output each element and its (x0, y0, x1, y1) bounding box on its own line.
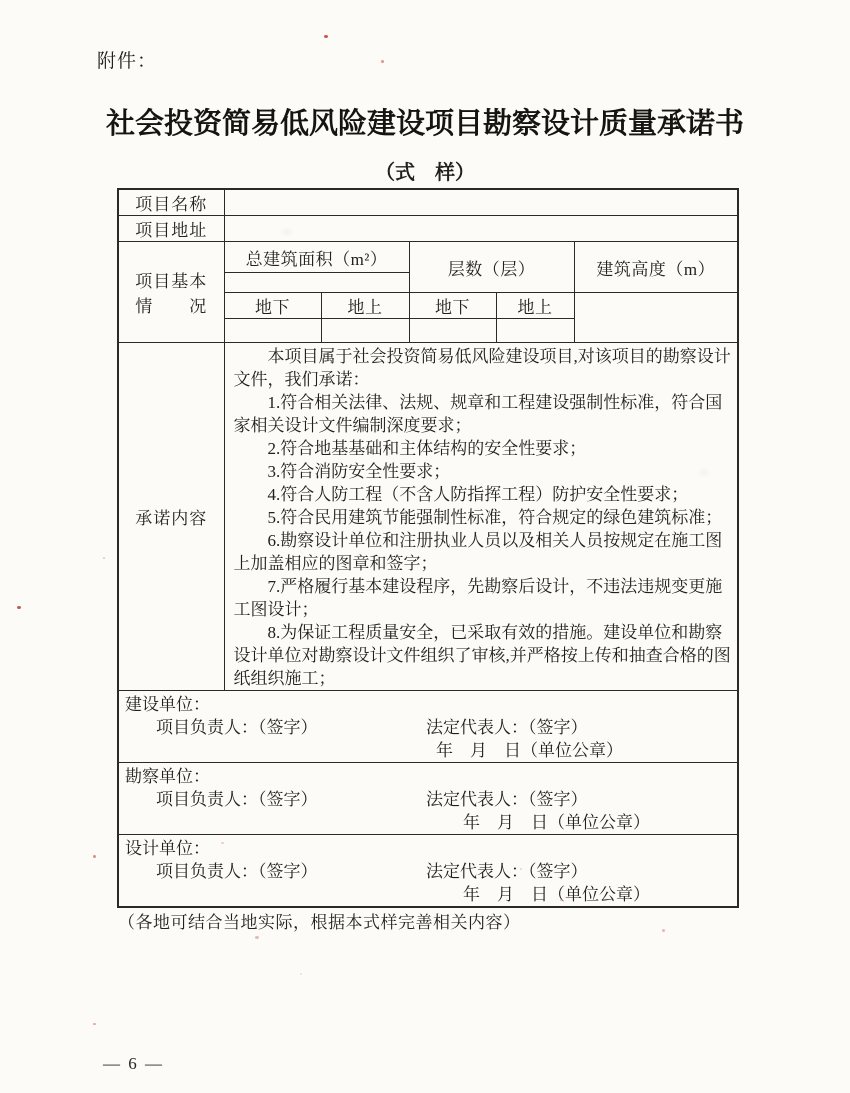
floors-above-ground-label: 地上 (496, 293, 574, 319)
construction-unit-cell (118, 691, 738, 763)
page-number: — 6 — (103, 1054, 164, 1073)
commitment-paragraph: 3.符合消防安全性要求； (267, 462, 451, 481)
footnote: （各地可结合当地实际，根据本式样完善相关内容） (118, 913, 521, 932)
area-below-ground-label: 地下 (224, 293, 321, 319)
floors-header: 层数（层） (409, 242, 574, 293)
total-area-header: 总建筑面积（m²） (224, 242, 409, 273)
basic-info-label-line2: 情 况 (135, 297, 208, 316)
commitment-paragraph: 8.为保证工程质量安全，已采取有效的措施。建设单位和勘察设计单位对勘察设计文件组织了审核,并严格按上传和抽查合格的图纸组织施工； (233, 623, 731, 688)
project-address-row (118, 216, 738, 242)
commitment-paragraph: 2.符合地基基础和主体结构的安全性要求； (267, 439, 587, 458)
scan-speck (103, 557, 105, 559)
signers-line (125, 860, 737, 883)
scan-speck (17, 606, 21, 609)
commitment-paragraph: 6.勘察设计单位和注册执业人员以及相关人员按规定在施工图上加盖相应的图章和签字； (233, 531, 723, 573)
project-manager-signature-label: 项目负责人：（签字） (156, 862, 318, 881)
commitment-label: 承诺内容 (118, 343, 224, 691)
scan-speck (300, 973, 302, 975)
project-address-value-cell (224, 216, 738, 242)
project-name-value-cell (224, 189, 738, 216)
scan-speck (255, 936, 259, 939)
area-below-ground-value-cell (224, 319, 321, 343)
date-seal-line: 年 月 日（单位公章） (463, 885, 650, 904)
basic-info-label-line1: 项目基本 (135, 272, 208, 291)
design-unit-row (118, 835, 738, 908)
project-manager-signature-label: 项目负责人：（签字） (156, 718, 318, 737)
unit-label: 勘察单位： (125, 767, 210, 786)
scan-speck (381, 60, 384, 63)
commitment-paragraph: 4.符合人防工程（不含人防指挥工程）防护安全性要求； (267, 485, 689, 504)
area-above-ground-value-cell (321, 319, 409, 343)
building-height-value-cell (574, 293, 738, 343)
date-seal-line: 年 月 日（单位公章） (436, 741, 623, 760)
commitment-paragraph: 5.符合民用建筑节能强制性标准，符合规定的绿色建筑标准； (267, 508, 723, 527)
floors-below-ground-value-cell (409, 319, 496, 343)
commitment-paragraph: 本项目属于社会投资简易低风险建设项目,对该项目的勘察设计文件，我们承诺： (233, 347, 731, 389)
unit-label: 设计单位： (125, 839, 210, 858)
commitment-paragraph: 7.严格履行基本建设程序，先勘察后设计，不违法违规变更施工图设计； (233, 577, 723, 619)
date-seal-line: 年 月 日（单位公章） (463, 813, 650, 832)
commitment-form-table (117, 188, 739, 908)
building-height-header: 建筑高度（m） (574, 242, 738, 293)
legal-representative-signature-label: 法定代表人：（签字） (426, 862, 588, 881)
survey-unit-row (118, 763, 738, 835)
design-unit-cell (118, 835, 738, 908)
scan-speck (93, 855, 96, 858)
construction-unit-row (118, 691, 738, 763)
survey-unit-cell (118, 763, 738, 835)
floors-below-ground-label: 地下 (409, 293, 496, 319)
legal-representative-signature-label: 法定代表人：（签字） (426, 718, 588, 737)
project-name-label: 项目名称 (118, 189, 224, 216)
project-name-row (118, 189, 738, 216)
signers-line (125, 788, 737, 811)
commitment-content-cell (224, 343, 738, 691)
project-manager-signature-label: 项目负责人：（签字） (156, 790, 318, 809)
commitment-paragraph: 1.符合相关法律、法规、规章和工程建设强制性标准，符合国家相关设计文件编制深度要求； (233, 393, 723, 435)
legal-representative-signature-label: 法定代表人：（签字） (426, 790, 588, 809)
project-address-label: 项目地址 (118, 216, 224, 242)
signers-line (125, 716, 737, 739)
commitment-row (118, 343, 738, 691)
scan-speck (662, 929, 665, 932)
document-title: 社会投资简易低风险建设项目勘察设计质量承诺书 (105, 108, 744, 140)
basic-info-label (118, 242, 224, 343)
unit-label: 建设单位： (125, 695, 210, 714)
attachment-label: 附件： (97, 51, 158, 72)
document-subtitle: （式 样） (375, 162, 475, 184)
scan-speck (324, 35, 328, 38)
area-above-ground-label: 地上 (321, 293, 409, 319)
floors-above-ground-value-cell (496, 319, 574, 343)
total-area-value-cell (224, 273, 409, 293)
scan-speck (93, 1023, 96, 1025)
basic-info-header-row (118, 242, 738, 273)
